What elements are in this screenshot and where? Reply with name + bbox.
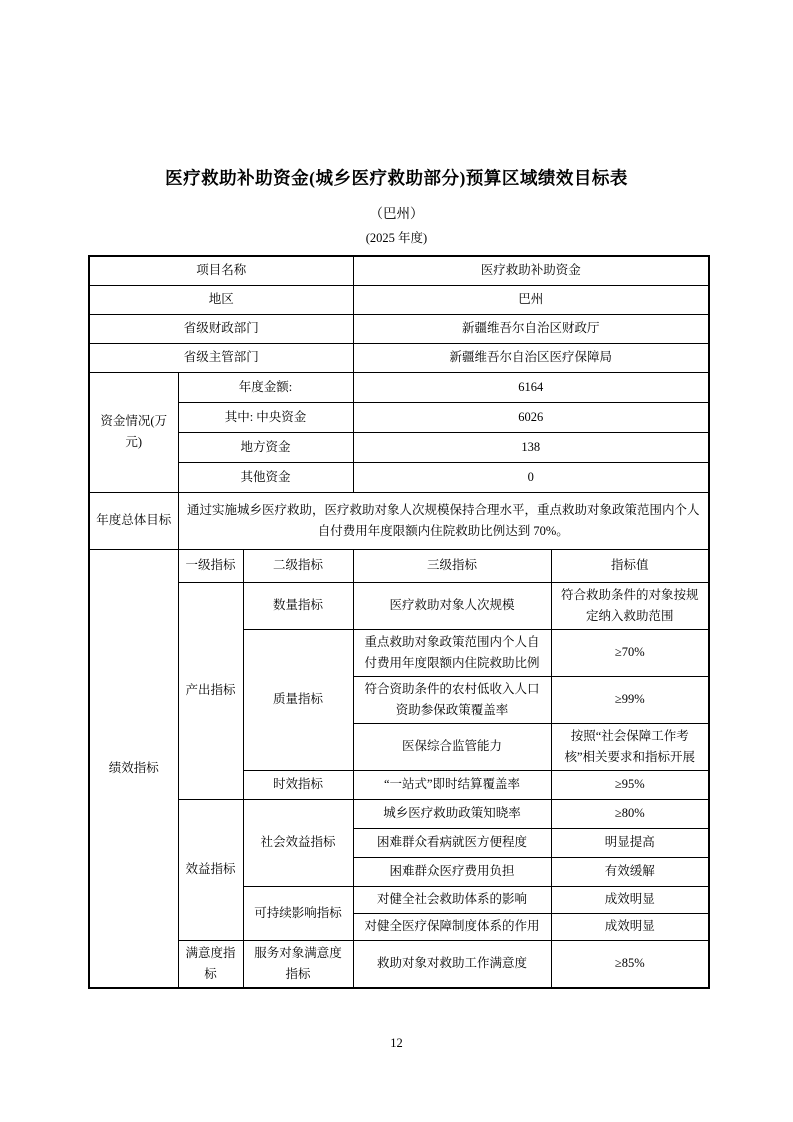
indicator-name: 医疗救助对象人次规模 <box>353 582 551 629</box>
funding-item-value: 6026 <box>353 402 709 432</box>
funding-item-value: 6164 <box>353 372 709 402</box>
funding-section-label: 资金情况(万元) <box>89 372 178 492</box>
indicator-level1: 效益指标 <box>178 799 243 940</box>
table-row <box>89 462 709 492</box>
info-value: 巴州 <box>353 285 709 314</box>
info-value: 医疗救助补助资金 <box>353 256 709 285</box>
indicator-value: 符合救助条件的对象按规定纳入救助范围 <box>551 582 709 629</box>
table-row <box>89 582 709 629</box>
funding-item-value: 138 <box>353 432 709 462</box>
indicator-level2: 可持续影响指标 <box>243 886 353 940</box>
indicator-value: ≥80% <box>551 799 709 828</box>
table-row <box>89 549 709 582</box>
year-line: (2025 年度) <box>365 231 428 245</box>
indicator-name: “一站式”即时结算覆盖率 <box>353 770 551 799</box>
table-row <box>89 285 709 314</box>
indicator-value: 按照“社会保障工作考核”相关要求和指标开展 <box>551 723 709 770</box>
table-row <box>89 402 709 432</box>
performance-target-table <box>88 255 710 989</box>
table-row <box>89 314 709 343</box>
indicator-name: 重点救助对象政策范围内个人自付费用年度限额内住院救助比例 <box>353 629 551 676</box>
indicator-name: 困难群众医疗费用负担 <box>353 857 551 886</box>
indicator-value: ≥85% <box>551 940 709 988</box>
indicator-value: 有效缓解 <box>551 857 709 886</box>
indicator-name: 对健全医疗保障制度体系的作用 <box>353 913 551 940</box>
header-value: 指标值 <box>551 549 709 582</box>
table-row <box>89 432 709 462</box>
funding-item-value: 0 <box>353 462 709 492</box>
page-number: 12 <box>390 1036 403 1050</box>
indicator-value: ≥95% <box>551 770 709 799</box>
indicator-value: 明显提高 <box>551 828 709 857</box>
table-row <box>89 799 709 828</box>
indicator-level2: 质量指标 <box>243 629 353 770</box>
funding-item-label: 其他资金 <box>178 462 353 492</box>
indicator-level2: 服务对象满意度指标 <box>243 940 353 988</box>
annual-goal-label: 年度总体目标 <box>89 492 178 549</box>
indicator-name: 救助对象对救助工作满意度 <box>353 940 551 988</box>
header-level3: 三级指标 <box>353 549 551 582</box>
funding-item-label: 年度金额: <box>178 372 353 402</box>
info-label: 省级财政部门 <box>89 314 353 343</box>
indicator-value: ≥70% <box>551 629 709 676</box>
funding-item-label: 其中: 中央资金 <box>178 402 353 432</box>
indicator-name: 城乡医疗救助政策知晓率 <box>353 799 551 828</box>
info-label: 地区 <box>89 285 353 314</box>
indicator-level2: 时效指标 <box>243 770 353 799</box>
indicator-value: 成效明显 <box>551 886 709 913</box>
indicator-name: 对健全社会救助体系的影响 <box>353 886 551 913</box>
indicator-level2: 社会效益指标 <box>243 799 353 886</box>
header-level1: 一级指标 <box>178 549 243 582</box>
header-level2: 二级指标 <box>243 549 353 582</box>
indicators-section-label: 绩效指标 <box>89 549 178 988</box>
indicator-level1: 产出指标 <box>178 582 243 799</box>
info-label: 省级主管部门 <box>89 343 353 372</box>
info-label: 项目名称 <box>89 256 353 285</box>
indicator-name: 困难群众看病就医方便程度 <box>353 828 551 857</box>
table-row <box>89 372 709 402</box>
indicator-value: 成效明显 <box>551 913 709 940</box>
page-title: 医疗救助补助资金(城乡医疗救助部分)预算区域绩效目标表 <box>165 168 628 188</box>
indicator-level1: 满意度指标 <box>178 940 243 988</box>
indicator-value: ≥99% <box>551 676 709 723</box>
indicator-name: 符合资助条件的农村低收入人口资助参保政策覆盖率 <box>353 676 551 723</box>
indicator-level2: 数量指标 <box>243 582 353 629</box>
table-row <box>89 343 709 372</box>
region-subtitle: （巴州） <box>369 206 424 221</box>
indicator-name: 医保综合监管能力 <box>353 723 551 770</box>
table-row <box>89 940 709 988</box>
info-value: 新疆维吾尔自治区财政厅 <box>353 314 709 343</box>
annual-goal-text: 通过实施城乡医疗救助，医疗救助对象人次规模保持合理水平，重点救助对象政策范围内个人自付费用年度限额内住院救助比例达到 70%。 <box>178 492 709 549</box>
info-value: 新疆维吾尔自治区医疗保障局 <box>353 343 709 372</box>
funding-item-label: 地方资金 <box>178 432 353 462</box>
table-row <box>89 492 709 549</box>
table-row <box>89 256 709 285</box>
